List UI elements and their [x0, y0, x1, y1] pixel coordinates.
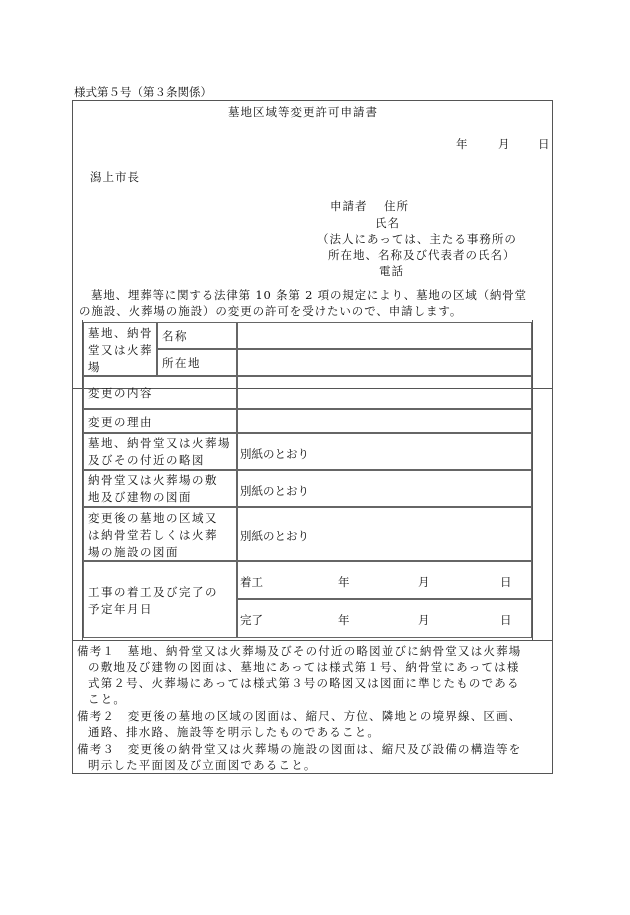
- remark-line: の敷地及び建物の図面は、墓地にあっては様式第１号、納骨堂にあっては様: [88, 660, 520, 674]
- remark-line: 明示した平面図及び立面図であること。: [88, 758, 317, 772]
- applicant-name-label: 氏名: [375, 216, 400, 230]
- location-label-cell: [157, 349, 237, 376]
- remark-3: [77, 741, 522, 773]
- date-year: 年: [456, 137, 468, 151]
- remark-line: 通路、排水路、施設等を明示したものであること。: [88, 725, 381, 739]
- after-label: は納骨堂若しくは火葬: [88, 528, 218, 542]
- change-reason-label-cell: [83, 409, 237, 433]
- name-label-cell: [157, 322, 237, 349]
- attached-value: 別紙のとおり: [240, 447, 309, 461]
- complete-date-field[interactable]: [237, 599, 532, 638]
- attached-value: 別紙のとおり: [240, 529, 309, 543]
- name-field[interactable]: [237, 322, 532, 349]
- location-label: 所在地: [162, 356, 201, 370]
- sketch-field: [237, 433, 532, 470]
- schedule-label: 工事の着工及び完了の: [88, 585, 218, 599]
- after-label: 場の施設の図面: [88, 545, 179, 559]
- date-day: 日: [538, 137, 550, 151]
- start-year: 年: [338, 575, 350, 589]
- complete-month: 月: [418, 613, 430, 627]
- applicant-note: （法人にあっては、主たる事務所の: [317, 232, 517, 246]
- application-table: [82, 320, 533, 640]
- building-label: 地及び建物の図面: [88, 490, 192, 504]
- applicant-label: 申請者: [330, 199, 368, 213]
- sketch-label: 墓地、納骨堂又は火葬場: [88, 436, 231, 450]
- remark-line: 備考２ 変更後の墓地の区域の図面は、縮尺、方位、隣地との境界線、区画、: [77, 709, 522, 723]
- remark-line: 備考１ 墓地、納骨堂又は火葬場及びその付近の略図並びに納骨堂又は火葬場: [77, 644, 522, 658]
- body-text: 墓地、埋葬等に関する法律第 10 条第 2 項の規定により、墓地の区域（納骨堂: [91, 288, 527, 302]
- schedule-label-cell: [83, 561, 237, 638]
- after-field: [237, 507, 532, 561]
- sketch-label-cell: [83, 433, 237, 470]
- applicant-note: 所在地、名称及び代表者の氏名）: [328, 248, 516, 262]
- attached-value: 別紙のとおり: [240, 484, 309, 498]
- document-title: 墓地区域等変更許可申請書: [228, 105, 378, 119]
- body-text: の施設、火葬場の施設）の変更の許可を受けたいので、申請します。: [79, 304, 463, 318]
- facility-label: 堂又は火葬: [88, 343, 153, 357]
- date-month: 月: [498, 137, 510, 151]
- addressee: 潟上市長: [90, 170, 140, 184]
- after-label-cell: [83, 507, 237, 561]
- complete-day: 日: [500, 613, 512, 627]
- complete-label: 完了: [240, 613, 263, 627]
- change-reason-label: 変更の理由: [88, 415, 153, 429]
- change-content-field[interactable]: [237, 376, 532, 409]
- applicant-address-label: 住所: [384, 199, 409, 213]
- start-date-field[interactable]: [237, 561, 532, 599]
- after-label: 変更後の墓地の区域又: [88, 511, 218, 525]
- schedule-label: 予定年月日: [88, 602, 153, 616]
- complete-year: 年: [338, 613, 350, 627]
- building-label: 納骨堂又は火葬場の敷: [88, 473, 218, 487]
- remark-1: [77, 643, 522, 707]
- change-content-label: 変更の内容: [88, 386, 153, 400]
- remark-line: こと。: [88, 692, 127, 706]
- form-number: 様式第５号（第３条関係）: [74, 85, 212, 99]
- building-field: [237, 470, 532, 507]
- facility-label-cell: [83, 322, 157, 376]
- change-reason-field[interactable]: [237, 409, 532, 433]
- remark-line: 備考３ 変更後の納骨堂又は火葬場の施設の図面は、縮尺及び設備の構造等を: [77, 742, 522, 756]
- facility-label: 場: [88, 360, 101, 374]
- remark-line: 式第２号、火葬場にあっては様式第３号の略図又は図面に準じたものである: [88, 676, 520, 690]
- applicant-phone-label: 電話: [379, 264, 404, 278]
- building-label-cell: [83, 470, 237, 507]
- divider: [73, 640, 552, 641]
- change-content-label-cell: [83, 376, 237, 409]
- start-label: 着工: [240, 575, 263, 589]
- start-day: 日: [500, 575, 512, 589]
- start-month: 月: [418, 575, 430, 589]
- facility-label: 墓地、納骨: [88, 326, 153, 340]
- location-field[interactable]: [237, 349, 532, 376]
- sketch-label: 及びその付近の略図: [88, 453, 205, 467]
- name-label: 名称: [162, 329, 188, 343]
- remark-2: [77, 708, 522, 740]
